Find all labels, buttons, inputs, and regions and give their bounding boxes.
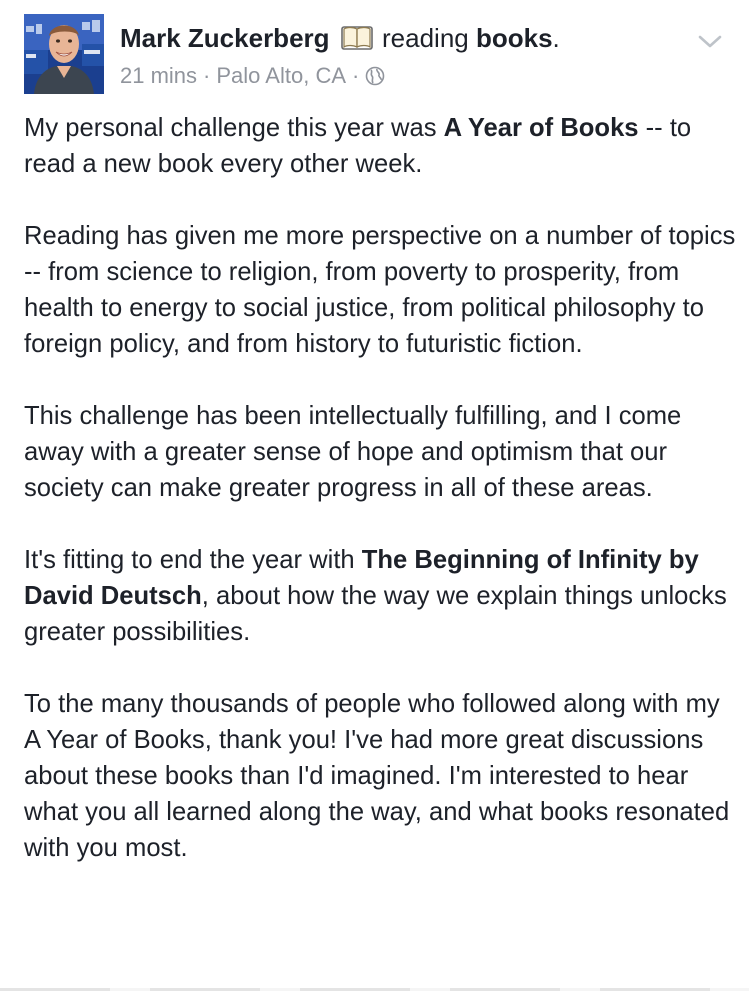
post-divider [0,988,749,991]
paragraph-text: To the many thousands of people who followed along with my A Year of Books, thank you! I've had more great discussions about these books than I'd imagined. I'm interested to hear what you all learned along the way, and what books resonated with you most. [24,690,730,862]
post-paragraph [24,110,736,182]
post-header [24,14,725,96]
post-paragraph [24,218,736,362]
post-paragraph [24,398,736,506]
paragraph-text: My personal challenge this year was [24,114,444,142]
chevron-down-icon[interactable] [695,32,725,52]
meta-separator: · [203,63,211,88]
paragraph-bold-text: A Year of Books [443,114,639,142]
globe-icon[interactable] [365,65,385,93]
paragraph-text: -- to read a new book every other week. [24,114,692,178]
paragraph-text: This challenge has been intellectually fulfilling, and I come away with a greater sense of hope and optimism that our society can make greater progress in all of these areas. [24,402,682,502]
author-name[interactable]: Mark Zuckerberg [120,23,330,53]
paragraph-bold-text: The Beginning of Infinity by David Deutsch [24,546,699,610]
avatar[interactable] [24,14,104,94]
post-title-line [120,22,560,58]
post-paragraph [24,542,736,650]
post-meta [120,62,385,93]
post-paragraph [24,686,736,866]
paragraph-text: It's fitting to end the year with [24,546,362,574]
activity-object-link[interactable]: books [475,23,553,53]
title-period: . [552,23,560,53]
meta-separator: · [352,63,360,88]
post-body [24,110,736,866]
activity-verb: reading [382,23,469,53]
timestamp[interactable]: 21 mins [120,63,198,88]
location[interactable]: Palo Alto, CA [216,63,347,88]
avatar-photo [24,14,104,94]
paragraph-text: , about how the way we explain things unlocks greater possibilities. [24,582,727,646]
paragraph-text: Reading has given me more perspective on a number of topics -- from science to religion, from poverty to prosperity, from health to energy to social justice, from political philosophy to foreign policy, and from history to futuristic fiction. [24,222,736,358]
open-book-icon [341,25,373,58]
